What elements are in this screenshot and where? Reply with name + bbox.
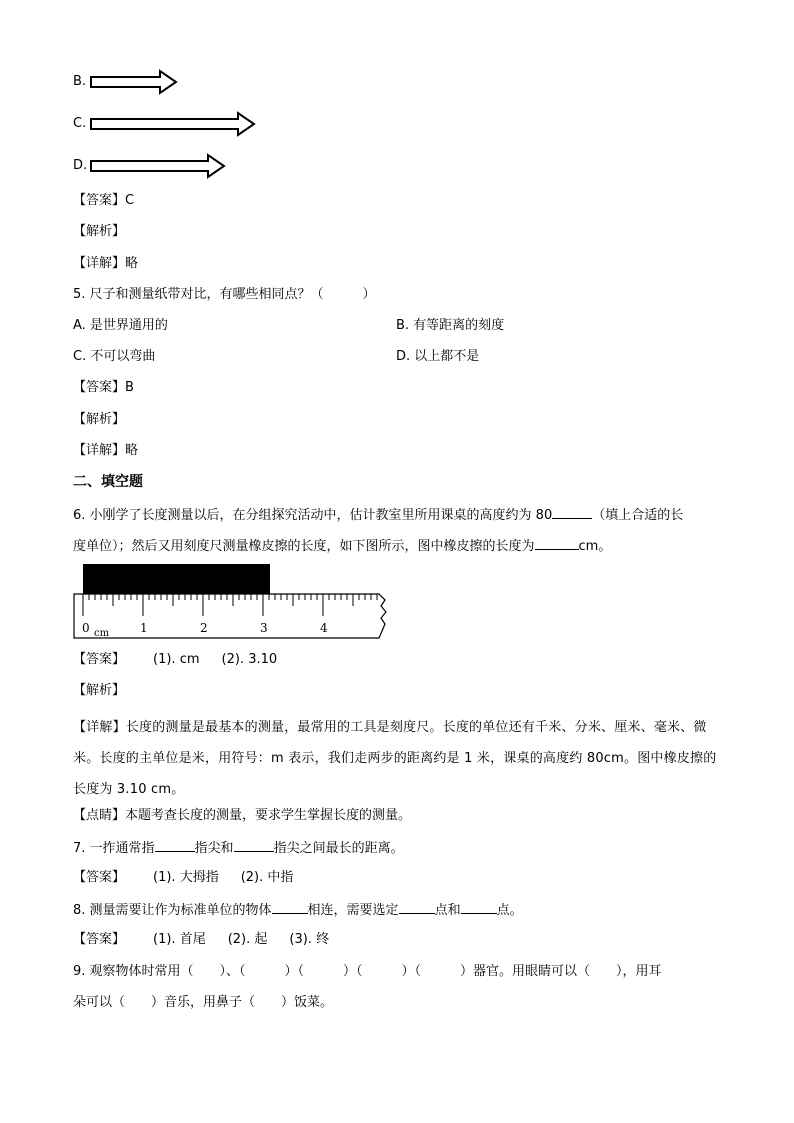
answer-part-1: (1). 首尾 [153, 932, 206, 947]
fill-blank [461, 899, 497, 914]
q8-answer [73, 930, 329, 950]
option-b [73, 72, 86, 92]
q5-answer [73, 378, 134, 398]
q5-analysis [73, 410, 125, 430]
arrow-d-icon [90, 153, 228, 179]
option-d-label: D. [73, 158, 88, 173]
q8-stem-a: 8. 测量需要让作为标准单位的物体 [73, 903, 272, 918]
detail-text: 长度的测量是最基本的测量，最常用的工具是刻度尺。长度的单位还有千米、分米、厘米、毫米、微米。长度的主单位是米，用符号：m 表示，我们走两步的距离约是 1 米，课桌的高度约 80cm。图中橡皮擦的长度为 3.10 cm。 [73, 720, 717, 797]
ruler-label-cm: cm [94, 628, 110, 639]
comment-text: 本题考查长度的测量，要求学生掌握长度的测量。 [125, 808, 412, 823]
eraser [83, 564, 270, 594]
q6-stem-d: cm。 [578, 539, 612, 554]
answer-part-1: (1). 大拇指 [153, 870, 219, 885]
option-b-label: B. [73, 74, 87, 89]
ruler-label-2: 2 [200, 621, 208, 635]
detail-tag: 【详解】 [73, 443, 126, 458]
answer-part-2: (2). 3.10 [221, 652, 278, 667]
ruler-label-4: 4 [320, 621, 328, 635]
q6-answer [73, 650, 277, 670]
detail-text: 略 [125, 443, 139, 458]
fill-blank [234, 837, 274, 852]
fill-blank [552, 504, 592, 519]
answer-tag: 【答案】 [73, 932, 126, 947]
fill-blank [535, 535, 579, 550]
arrow-b-icon [90, 69, 180, 95]
detail-tag: 【详解】 [73, 256, 126, 271]
answer-value: B [125, 380, 134, 395]
analysis-tag: 【解析】 [73, 683, 126, 698]
arrow-c-icon [90, 111, 258, 137]
q4-answer [73, 191, 134, 211]
q8-stem [73, 899, 523, 921]
q6-stem-b: （填上合适的长 [592, 508, 684, 523]
ruler-body [74, 594, 386, 638]
q5-option-d: D. 以上都不是 [396, 349, 480, 364]
q7-stem [73, 837, 404, 859]
q5-row2 [73, 347, 155, 367]
q6-detail [73, 712, 723, 805]
detail-tag: 【详解】 [73, 720, 126, 735]
q9-line1: 9. 观察物体时常用（ ）、（ ）（ ）（ ）（ ）器官。用眼睛可以（ ），用耳 [73, 964, 662, 979]
ruler-figure [73, 562, 391, 642]
q9-line2: 朵可以（ ）音乐，用鼻子（ ）饭菜。 [73, 995, 334, 1010]
q6-analysis [73, 681, 125, 701]
answer-tag: 【答案】 [73, 380, 126, 395]
q5-detail [73, 441, 138, 461]
answer-part-3: (3). 终 [289, 932, 330, 947]
q7-answer [73, 868, 293, 888]
q7-stem-b: 指尖和 [194, 841, 234, 856]
q7-stem-a: 7. 一拃通常指 [73, 841, 155, 856]
answer-part-1: (1). cm [153, 652, 200, 667]
q5-row1 [73, 316, 168, 336]
section-title: 二、填空题 [73, 474, 143, 490]
q4-analysis [73, 222, 125, 242]
answer-part-2: (2). 起 [227, 932, 268, 947]
fill-blank [155, 837, 195, 852]
ruler-label-3: 3 [260, 621, 268, 635]
q6-comment [73, 806, 411, 826]
analysis-tag: 【解析】 [73, 412, 126, 427]
q5-option-b: B. 有等距离的刻度 [396, 318, 505, 333]
analysis-tag: 【解析】 [73, 224, 126, 239]
ruler-label-1: 1 [140, 621, 148, 635]
answer-tag: 【答案】 [73, 652, 126, 667]
q6-stem-line1 [73, 504, 683, 526]
answer-part-2: (2). 中指 [240, 870, 294, 885]
q6-stem-c: 度单位）；然后又用刻度尺测量橡皮擦的长度，如下图所示，图中橡皮擦的长度为 [73, 539, 535, 554]
answer-tag: 【答案】 [73, 870, 126, 885]
option-d [73, 156, 87, 176]
option-c-label: C. [73, 116, 87, 131]
answer-value: C [125, 193, 135, 208]
q5-option-a: A. 是世界通用的 [73, 318, 168, 333]
fill-blank [272, 899, 308, 914]
answer-tag: 【答案】 [73, 193, 126, 208]
q5-option-c: C. 不可以弯曲 [73, 349, 156, 364]
q8-stem-d: 点。 [496, 903, 523, 918]
q8-stem-b: 相连，需要选定 [307, 903, 399, 918]
q7-stem-c: 指尖之间最长的距离。 [273, 841, 404, 856]
comment-tag: 【点睛】 [73, 808, 126, 823]
q6-stem-a: 6. 小刚学了长度测量以后，在分组探究活动中，估计教室里所用课桌的高度约为 80 [73, 508, 553, 523]
ruler-label-0: 0 [82, 621, 90, 635]
detail-text: 略 [125, 256, 139, 271]
fill-blank [399, 899, 435, 914]
q6-stem-line2 [73, 535, 611, 557]
q4-detail [73, 254, 138, 274]
q8-stem-c: 点和 [434, 903, 461, 918]
option-c [73, 114, 86, 134]
q5-stem: 5. 尺子和测量纸带对比，有哪些相同点？（ ） [73, 287, 376, 302]
